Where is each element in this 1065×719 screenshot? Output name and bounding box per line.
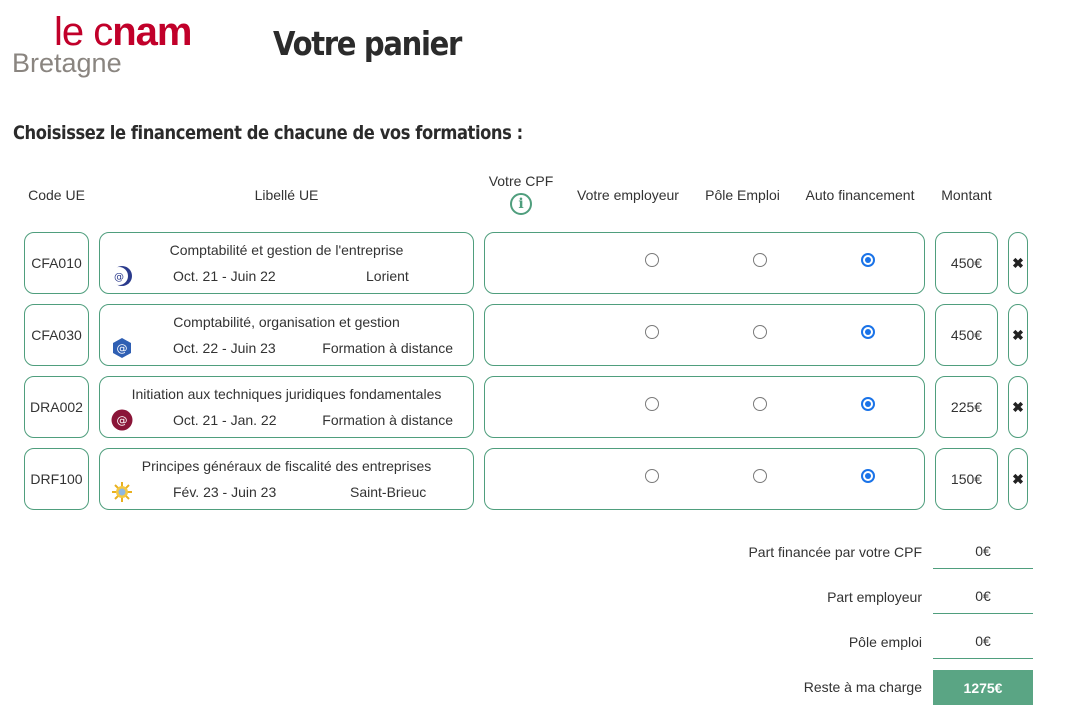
summary-cpf-value: 0€ [933, 533, 1033, 569]
radio-auto-financement[interactable] [861, 253, 875, 267]
col-header-code: Code UE [28, 187, 85, 203]
summary-cpf-label: Part financée par votre CPF [748, 544, 922, 560]
remove-button[interactable] [1008, 376, 1028, 438]
financing-options [484, 232, 925, 294]
summary-pole-emploi-label: Pôle emploi [848, 634, 922, 650]
info-icon[interactable]: i [510, 193, 532, 215]
crescent-at-icon [111, 265, 133, 287]
financing-options [484, 448, 925, 510]
ue-amount: 450€ [935, 304, 998, 366]
financing-options [484, 304, 925, 366]
close-icon: ✖ [1012, 326, 1024, 343]
ue-code: CFA010 [24, 232, 89, 294]
logo-region: Bretagne [12, 48, 122, 78]
ue-code: DRA002 [24, 376, 89, 438]
svg-text:@: @ [116, 414, 128, 427]
ue-label-box [99, 448, 474, 510]
section-subtitle: Choisissez le financement de chacune de vos formations : [13, 122, 523, 144]
summary-employeur-label: Part employeur [827, 589, 922, 605]
ue-dates: Fév. 23 - Juin 23 [173, 484, 277, 500]
summary-pole-emploi-value: 0€ [933, 623, 1033, 659]
ue-code: CFA030 [24, 304, 89, 366]
close-icon: ✖ [1012, 254, 1024, 271]
ue-title: Comptabilité, organisation et gestion [173, 314, 400, 330]
page-title: Votre panier [273, 24, 462, 63]
ue-dates: Oct. 21 - Juin 22 [173, 268, 276, 284]
radio-pole-emploi[interactable] [753, 325, 767, 339]
close-icon: ✖ [1012, 398, 1024, 415]
ue-amount: 150€ [935, 448, 998, 510]
financing-options [484, 376, 925, 438]
ue-place: Lorient [366, 268, 409, 284]
radio-auto-financement[interactable] [861, 325, 875, 339]
ue-title: Comptabilité et gestion de l'entreprise [169, 242, 404, 258]
radio-employeur[interactable] [645, 325, 659, 339]
col-header-pole-emploi: Pôle Emploi [705, 187, 780, 203]
remove-button[interactable] [1008, 304, 1028, 366]
ue-title: Principes généraux de fiscalité des entreprises [141, 458, 432, 474]
ue-place: Formation à distance [322, 412, 453, 428]
svg-text:@: @ [114, 272, 124, 283]
close-icon: ✖ [1012, 470, 1024, 487]
col-header-employeur: Votre employeur [577, 187, 679, 203]
col-header-montant: Montant [941, 187, 992, 203]
ue-amount: 450€ [935, 232, 998, 294]
ue-place: Saint-Brieuc [350, 484, 427, 500]
col-header-auto-financement: Auto financement [805, 187, 915, 203]
logo-brand: le cnam [54, 10, 192, 54]
hexagon-at-icon [111, 337, 133, 359]
remove-button[interactable] [1008, 232, 1028, 294]
summary-employeur-value: 0€ [933, 578, 1033, 614]
radio-employeur[interactable] [645, 253, 659, 267]
radio-pole-emploi[interactable] [753, 397, 767, 411]
radio-auto-financement[interactable] [861, 397, 875, 411]
ue-label-box [99, 376, 474, 438]
col-header-cpf: Votre CPF [488, 173, 554, 189]
col-header-libelle: Libellé UE [254, 187, 319, 203]
summary-reste-label: Reste à ma charge [803, 679, 922, 695]
summary-reste-value: 1275€ [933, 670, 1033, 705]
round-at-icon [111, 409, 133, 431]
svg-text:@: @ [116, 342, 128, 355]
radio-pole-emploi[interactable] [753, 469, 767, 483]
ue-label-box [99, 232, 474, 294]
ue-label-box [99, 304, 474, 366]
cnam-bretagne-logo[interactable] [12, 12, 222, 82]
radio-employeur[interactable] [645, 397, 659, 411]
ue-code: DRF100 [24, 448, 89, 510]
ue-title: Initiation aux techniques juridiques fondamentales [131, 386, 442, 402]
ue-place: Formation à distance [322, 340, 453, 356]
ue-dates: Oct. 21 - Jan. 22 [173, 412, 277, 428]
remove-button[interactable] [1008, 448, 1028, 510]
ue-amount: 225€ [935, 376, 998, 438]
sun-icon [111, 481, 133, 503]
radio-pole-emploi[interactable] [753, 253, 767, 267]
radio-auto-financement[interactable] [861, 469, 875, 483]
radio-employeur[interactable] [645, 469, 659, 483]
ue-dates: Oct. 22 - Juin 23 [173, 340, 276, 356]
